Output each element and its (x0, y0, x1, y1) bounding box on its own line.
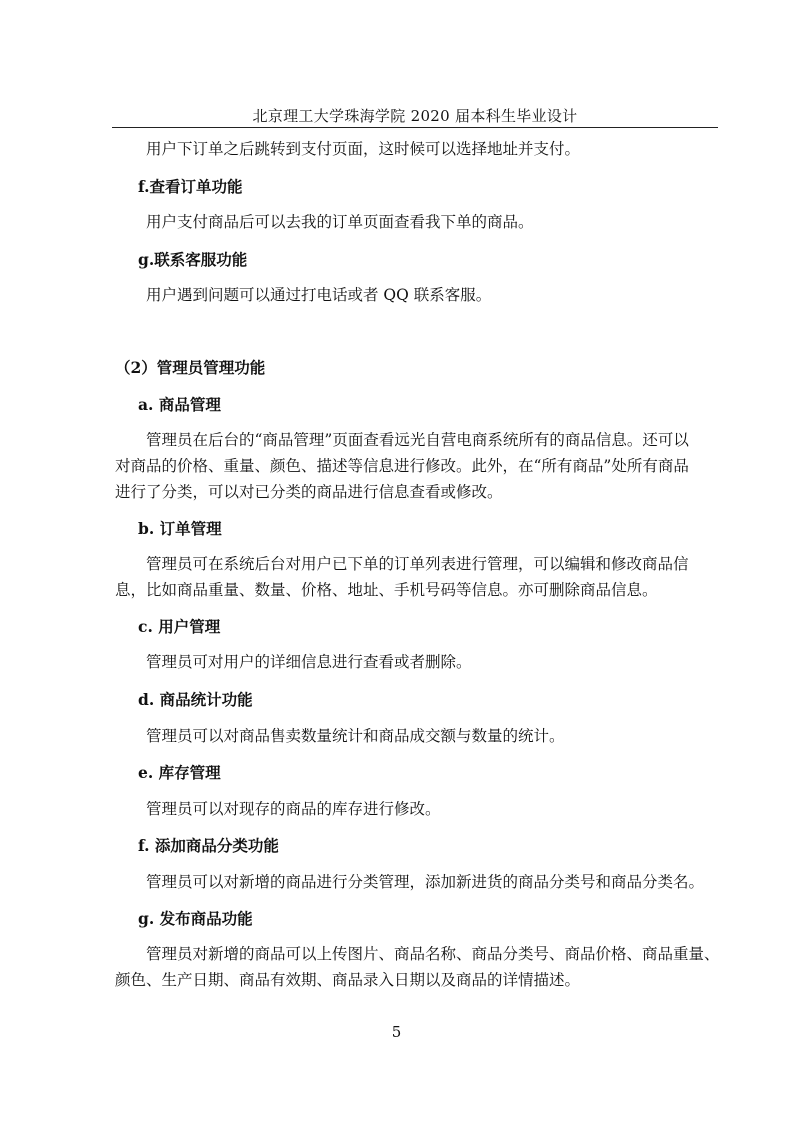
paragraph-line: 管理员可以对商品售卖数量统计和商品成交额与数量的统计。 (146, 727, 565, 745)
page-number: 5 (391, 1023, 402, 1041)
paragraph-line: 管理员可以对现存的商品的库存进行修改。 (146, 800, 441, 818)
paragraph-line: 息，比如商品重量、数量、价格、地址、手机号码等信息。亦可删除商品信息。 (115, 581, 658, 599)
page-header: 北京理工大学珠海学院 2020 届本科生毕业设计 (252, 107, 578, 125)
paragraph-line: 对商品的价格、重量、颜色、描述等信息进行修改。此外，在“所有商品”处所有商品 (115, 457, 689, 475)
paragraph-line: 管理员在后台的“商品管理”页面查看远光自营电商系统所有的商品信息。还可以 (146, 431, 689, 449)
heading-contact-support: g.联系客服功能 (138, 250, 248, 269)
heading-inventory-management: e. 库存管理 (138, 763, 221, 782)
paragraph-line: 用户遇到问题可以通过打电话或者 QQ 联系客服。 (146, 286, 492, 304)
paragraph-line: 管理员可在系统后台对用户已下单的订单列表进行管理，可以编辑和修改商品信 (146, 555, 689, 573)
paragraph-line: 管理员对新增的商品可以上传图片、商品名称、商品分类号、商品价格、商品重量、 (146, 945, 720, 963)
heading-order-management: b. 订单管理 (138, 519, 222, 538)
paragraph-line: 管理员可以对新增的商品进行分类管理，添加新进货的商品分类号和商品分类名。 (146, 873, 705, 891)
heading-admin-functions: （2）管理员管理功能 (115, 358, 266, 377)
heading-publish-product: g. 发布商品功能 (138, 909, 253, 928)
heading-product-statistics: d. 商品统计功能 (138, 690, 253, 709)
heading-view-orders: f.查看订单功能 (138, 177, 243, 196)
heading-product-management: a. 商品管理 (138, 395, 221, 414)
header-divider (112, 127, 718, 128)
paragraph-line: 颜色、生产日期、商品有效期、商品录入日期以及商品的详情描述。 (115, 971, 581, 989)
paragraph-line: 管理员可对用户的详细信息进行查看或者删除。 (146, 653, 472, 671)
paragraph-line: 用户下订单之后跳转到支付页面，这时候可以选择地址并支付。 (146, 140, 581, 158)
paragraph-line: 用户支付商品后可以去我的订单页面查看我下单的商品。 (146, 213, 534, 231)
heading-add-category: f. 添加商品分类功能 (138, 836, 279, 855)
heading-user-management: c. 用户管理 (138, 617, 221, 636)
paragraph-line: 进行了分类，可以对已分类的商品进行信息查看或修改。 (115, 483, 503, 501)
